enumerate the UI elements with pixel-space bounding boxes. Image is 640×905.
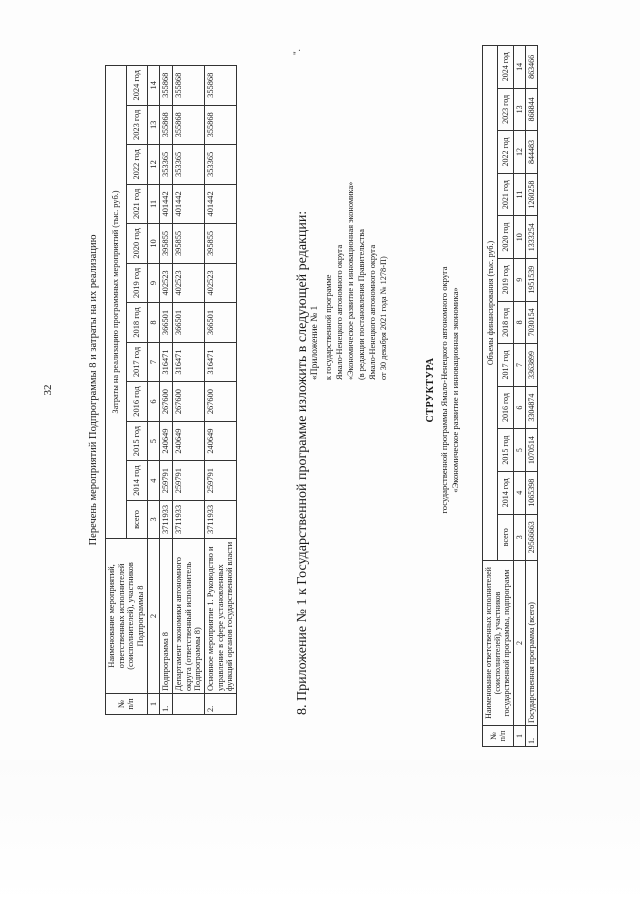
header-year: 2016 год — [126, 382, 147, 422]
row-value: 353365 — [172, 145, 204, 185]
row-value: 259791 — [204, 461, 236, 501]
header-year: 2019 год — [126, 263, 147, 303]
column-number: 14 — [147, 66, 160, 106]
appendix-line: (в редакции постановления Правительства — [356, 229, 366, 380]
appendix-line: Ямало-Ненецкого автономного округа — [334, 244, 344, 380]
structure-title: СТРУКТУРА — [425, 357, 436, 423]
header-year: 2014 год — [498, 471, 513, 514]
header-total: всего — [126, 500, 147, 538]
row-value: 259791 — [160, 461, 173, 501]
row-value: 3304874 — [525, 386, 537, 429]
header-no: № п/п — [106, 694, 148, 715]
header-year: 2024 год — [126, 66, 147, 106]
row-value: 395855 — [160, 224, 173, 264]
row-value: 1260258 — [525, 173, 537, 216]
appendix-lines — [324, 182, 390, 380]
row-value: 355868 — [172, 105, 204, 145]
row-value: 3711933 — [204, 500, 236, 538]
row-value: 355868 — [204, 66, 236, 106]
row-value: 1951539 — [525, 258, 537, 301]
header-year: 2022 год — [498, 131, 513, 174]
rotated-document — [20, 5, 620, 775]
row-value: 366501 — [204, 303, 236, 343]
column-number: 2 — [147, 539, 160, 694]
row-value: 353365 — [204, 145, 236, 185]
header-year: 2022 год — [126, 145, 147, 185]
section-heading: 8. Приложение № 1 к Государственной программе изложить в следующей редакции: — [295, 210, 310, 715]
row-value: 863466 — [525, 46, 537, 89]
header-no: № п/п — [483, 726, 514, 747]
column-number: 5 — [513, 429, 525, 472]
header-year: 2019 год — [498, 258, 513, 301]
column-number: 12 — [147, 145, 160, 185]
row-value: 844483 — [525, 131, 537, 174]
row-value: 259791 — [172, 461, 204, 501]
row-value: 240649 — [204, 421, 236, 461]
header-year: 2020 год — [498, 216, 513, 259]
row-value: 1070514 — [525, 429, 537, 472]
appendix-line: от 30 декабря 2021 года № 1278-П) — [378, 256, 388, 380]
column-number: 14 — [513, 46, 525, 89]
header-costs-title: Затраты на реализацию программных мероприятий (тыс. руб.) — [106, 66, 127, 539]
appendix-quote: «Приложение № 1 — [310, 305, 320, 380]
row-value: 353365 — [160, 145, 173, 185]
table-row — [525, 46, 537, 747]
row-value: 355868 — [204, 105, 236, 145]
row-value: 355868 — [160, 105, 173, 145]
table-row — [160, 66, 173, 715]
header-year: 2016 год — [498, 386, 513, 429]
column-number: 2 — [513, 561, 525, 726]
column-number: 7 — [513, 344, 525, 387]
row-value: 395855 — [172, 224, 204, 264]
row-value: 366501 — [172, 303, 204, 343]
header-year: 2024 год — [498, 46, 513, 89]
header-year: 2018 год — [498, 301, 513, 344]
header-year: 2021 год — [498, 173, 513, 216]
row-name: Основное мероприятие 1. Руководство и управление в сфере установленных функций органов государственной власти — [204, 539, 236, 694]
row-value: 355868 — [172, 66, 204, 106]
column-number: 11 — [147, 184, 160, 224]
row-value: 3711933 — [172, 500, 204, 538]
appendix-line: к государственной программе — [324, 274, 333, 380]
header-year: 2014 год — [126, 461, 147, 501]
row-number: 1. — [525, 726, 537, 747]
column-number: 6 — [147, 382, 160, 422]
table1-column-numbers — [147, 66, 160, 715]
column-number: 6 — [513, 386, 525, 429]
row-value: 366501 — [160, 303, 173, 343]
column-number: 8 — [513, 301, 525, 344]
row-value: 316471 — [204, 342, 236, 382]
column-number: 5 — [147, 421, 160, 461]
header-year: 2017 год — [498, 344, 513, 387]
row-value: 3363899 — [525, 344, 537, 387]
structure-subtitle: «Экономическое развитие и инновационная экономика» — [450, 287, 460, 493]
column-number: 7 — [147, 342, 160, 382]
column-number: 13 — [513, 88, 525, 131]
row-value: 267600 — [204, 382, 236, 422]
table2-column-numbers — [513, 46, 525, 747]
row-number: 2. — [204, 694, 236, 715]
column-number: 1 — [513, 726, 525, 747]
table1-header-row-1 — [106, 66, 127, 715]
row-value: 240649 — [172, 421, 204, 461]
row-value: 1065398 — [525, 471, 537, 514]
appendix-line: Ямало-Ненецкого автономного округа — [367, 244, 377, 380]
row-value: 402523 — [204, 263, 236, 303]
appendix-line: «Экономическое развитие и инновационная экономика» — [345, 181, 355, 380]
table2-header-row-1 — [483, 46, 498, 747]
header-name: Наименование мероприятий, ответственных исполнителей (соисполнителей), участников Подпрограммы 8 — [106, 539, 148, 694]
row-value: 868844 — [525, 88, 537, 131]
row-value: 401442 — [160, 184, 173, 224]
row-name: Государственная программа (всего) — [525, 561, 537, 726]
header-year: 2023 год — [126, 105, 147, 145]
column-number: 4 — [147, 461, 160, 501]
row-value: 7030154 — [525, 301, 537, 344]
column-number: 11 — [513, 173, 525, 216]
table-program-structure — [482, 45, 538, 747]
structure-subtitle: государственной программы Ямало-Ненецкого автономного округа — [439, 266, 449, 514]
column-number: 9 — [147, 263, 160, 303]
column-number: 3 — [513, 514, 525, 560]
row-value: 240649 — [160, 421, 173, 461]
table1-caption: Перечень мероприятий Подпрограммы 8 и затраты на их реализацию — [88, 234, 99, 546]
column-number: 3 — [147, 500, 160, 538]
header-year: 2021 год — [126, 184, 147, 224]
row-value: 401442 — [172, 184, 204, 224]
header-name: Наименование ответственных исполнителей (соисполнителей), участников государственной программы, подпрограмм — [483, 561, 514, 726]
row-value: 402523 — [172, 263, 204, 303]
header-total: всего — [498, 514, 513, 560]
row-value: 1333254 — [525, 216, 537, 259]
row-value: 267600 — [172, 382, 204, 422]
header-year: 2017 год — [126, 342, 147, 382]
row-value: 402523 — [160, 263, 173, 303]
row-value: 316471 — [160, 342, 173, 382]
header-year: 2018 год — [126, 303, 147, 343]
column-number: 8 — [147, 303, 160, 343]
header-funding-title: Объемы финансирования (тыс. руб.) — [483, 46, 498, 561]
column-number: 1 — [147, 694, 160, 715]
row-number — [172, 694, 204, 715]
column-number: 9 — [513, 258, 525, 301]
row-name: Подпрограмма 8 — [160, 539, 173, 694]
table-row — [204, 66, 236, 715]
page-bottom-margin — [0, 760, 640, 905]
page-number: 32 — [42, 384, 54, 396]
row-value: 267600 — [160, 382, 173, 422]
row-value: 401442 — [204, 184, 236, 224]
table-subprogram-8-costs — [105, 65, 237, 715]
row-value: 316471 — [172, 342, 204, 382]
column-number: 10 — [147, 224, 160, 264]
closing-quote: ". — [292, 49, 302, 55]
column-number: 4 — [513, 471, 525, 514]
row-value: 29566663 — [525, 514, 537, 560]
header-year: 2023 год — [498, 88, 513, 131]
row-value: 3711933 — [160, 500, 173, 538]
row-value: 355868 — [160, 66, 173, 106]
column-number: 12 — [513, 131, 525, 174]
table-row — [172, 66, 204, 715]
row-number: 1. — [160, 694, 173, 715]
header-year: 2015 год — [126, 421, 147, 461]
row-value: 395855 — [204, 224, 236, 264]
column-number: 10 — [513, 216, 525, 259]
row-name: Департамент экономики автономного округа (ответственный исполнитель Подпрограммы 8) — [172, 539, 204, 694]
header-year: 2020 год — [126, 224, 147, 264]
header-year: 2015 год — [498, 429, 513, 472]
column-number: 13 — [147, 105, 160, 145]
